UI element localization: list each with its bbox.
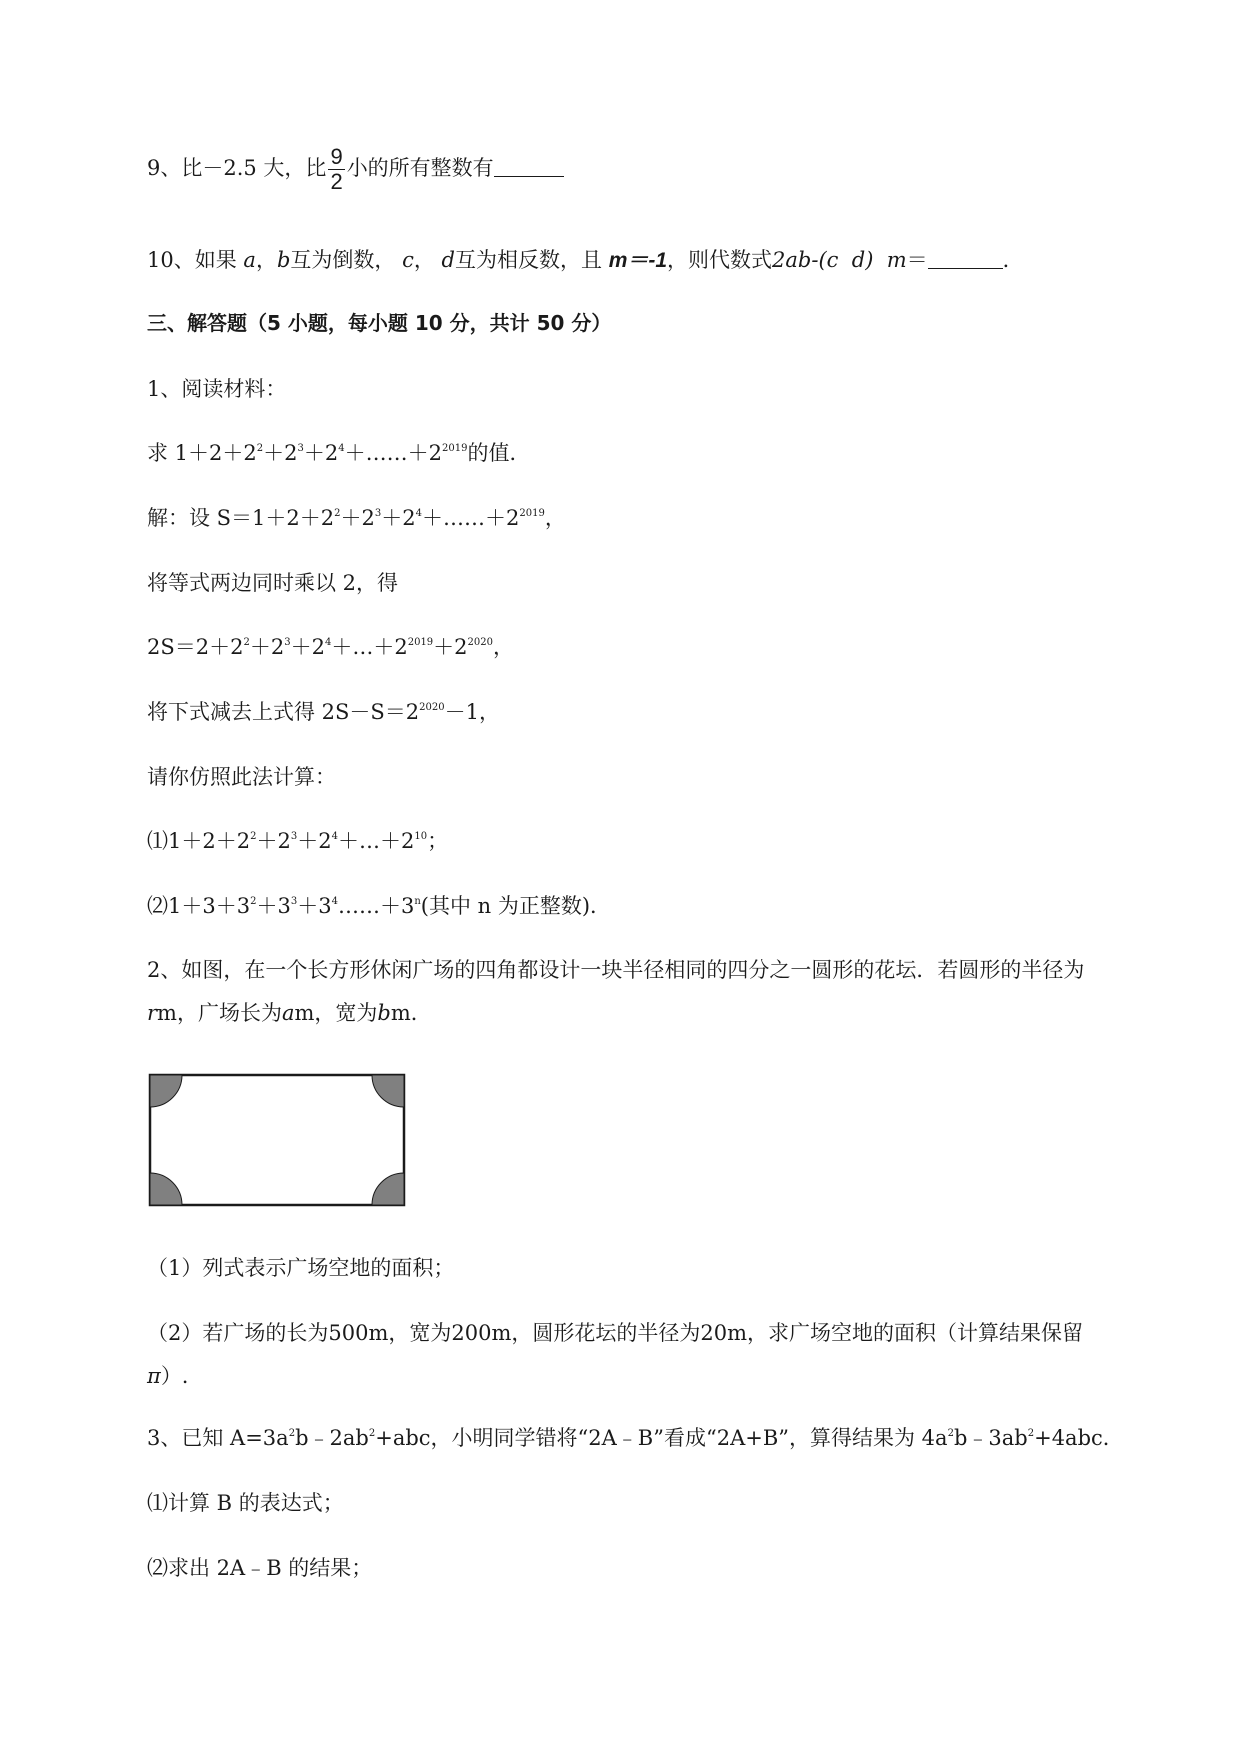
- var-r: r: [147, 1001, 158, 1025]
- problem-2-text-1: 2、如图，在一个长方形休闲广场的四角都设计一块半径相同的四分之一圆形的花坛．若圆形的半径为: [147, 958, 1085, 982]
- math-text: ＋2: [381, 506, 416, 530]
- math-text: ⑵1＋3＋3: [147, 894, 251, 918]
- math-text: ＋2: [297, 829, 332, 853]
- math-text: ＋2: [290, 635, 325, 659]
- math-text: ＋2: [340, 506, 375, 530]
- math-text: 求 1＋2＋2: [147, 441, 257, 465]
- problem-2-sub-1: （1）列式表示广场空地的面积；: [147, 1256, 455, 1280]
- problem-1-sub-2: [147, 891, 611, 921]
- q9-prefix: 9、比－2.5 大，比: [147, 156, 327, 180]
- math-text: ，: [544, 506, 566, 530]
- q10-prefix: 10、如果: [147, 248, 237, 272]
- problem-1-sub-1: [147, 826, 448, 856]
- var-d: d: [441, 248, 455, 272]
- math-text: ＋2: [263, 441, 298, 465]
- math-text: 3、已知 A=3a: [147, 1426, 289, 1450]
- exponent: 2: [288, 1428, 296, 1439]
- math-text: m，宽为: [294, 1001, 378, 1025]
- exponent: 3: [284, 637, 291, 648]
- problem-1-line-3: 将等式两边同时乘以 2，得: [147, 571, 399, 595]
- exponent: n: [414, 896, 421, 907]
- math-text: ＋2: [249, 635, 285, 659]
- exponent: 2: [947, 1428, 954, 1439]
- exponent: 2020: [419, 702, 445, 713]
- equals-sign: ＝: [906, 248, 928, 272]
- exponent: 3: [290, 896, 298, 907]
- problem-3-sub-1: ⑴计算 B 的表达式；: [147, 1491, 344, 1515]
- math-text: ……＋3: [337, 894, 415, 918]
- problem-2-sub-2-end: [147, 1361, 189, 1391]
- question-10: [147, 245, 1024, 276]
- var-b: b: [377, 1001, 391, 1025]
- math-text: ＋2: [433, 635, 468, 659]
- math-text: ＋2: [256, 829, 291, 853]
- q9-suffix: 小的所有整数有: [346, 156, 494, 180]
- math-text: ＋……＋2: [344, 441, 443, 465]
- q10-sep: ，: [413, 248, 435, 272]
- exponent: 10: [414, 831, 428, 842]
- exponent: 4: [331, 896, 338, 907]
- math-text: ＋3: [297, 894, 332, 918]
- q10-text: 互为相反数，且: [455, 248, 602, 272]
- plaza-diagram: [148, 1073, 406, 1207]
- problem-3-sub-2: ⑵求出 2A﹣B 的结果；: [147, 1556, 373, 1580]
- question-9: [147, 145, 564, 194]
- math-text: ；: [427, 829, 449, 853]
- q10-text: ，则代数式: [667, 248, 773, 272]
- fraction-denominator: 2: [330, 169, 343, 194]
- math-text: b﹣2ab: [295, 1426, 369, 1450]
- math-text: 2S＝2＋2: [147, 635, 244, 659]
- math-text: m．: [390, 1001, 432, 1025]
- section-heading: 三、解答题（5 小题，每小题 10 分，共计 50 分）: [147, 311, 612, 335]
- exponent: 4: [415, 508, 423, 519]
- exponent: 2: [1027, 1428, 1035, 1439]
- fraction-numerator: 9: [330, 144, 343, 169]
- exponent: 2: [243, 637, 250, 648]
- math-text: ＋2: [303, 441, 339, 465]
- math-text: ）.: [160, 1364, 189, 1388]
- q10-text: 互为倒数，: [290, 248, 396, 272]
- exponent: 2: [256, 443, 264, 454]
- math-text: ，: [493, 635, 514, 659]
- math-text: m，广场长为: [157, 1001, 282, 1025]
- problem-1-line-5: [147, 697, 500, 727]
- exponent: 4: [331, 831, 338, 842]
- problem-1-line-6: 请你仿照此法计算：: [147, 765, 336, 789]
- exponent: 2: [334, 508, 341, 519]
- pi-symbol: π: [147, 1364, 161, 1388]
- answer-blank: [928, 248, 1003, 269]
- var-a: a: [281, 1001, 295, 1025]
- exponent: 2019: [407, 637, 434, 648]
- exponent: 3: [297, 443, 304, 454]
- problem-1-label: 1、阅读材料：: [147, 377, 287, 401]
- math-text: b﹣3ab: [953, 1426, 1028, 1450]
- math-text: 的值．: [467, 441, 531, 465]
- exponent: 4: [324, 637, 332, 648]
- exponent: 2: [250, 831, 257, 842]
- algebraic-expression: 2ab-(c d) m: [772, 248, 907, 272]
- period: ．: [1002, 248, 1024, 272]
- math-text: +abc，小明同学错将“2A﹣B”看成“2A+B”，算得结果为 4a: [375, 1426, 948, 1450]
- problem-1-line-1: [147, 438, 530, 468]
- exponent: 2019: [519, 508, 545, 519]
- fraction-nine-halves: [328, 145, 344, 194]
- problem-1-line-4: [147, 632, 514, 662]
- math-text: 将下式减去上式得 2S－S＝2: [147, 700, 420, 724]
- var-b: b: [276, 248, 291, 272]
- math-text: ⑴1＋2＋2: [147, 829, 251, 853]
- plaza-rectangle: [150, 1075, 404, 1205]
- math-text: ＋……＋2: [422, 506, 520, 530]
- var-c: c: [402, 248, 414, 272]
- problem-2-sub-2: （2）若广场的长为500m，宽为200m，圆形花坛的半径为20m，求广场空地的面积（计算结果保留: [147, 1321, 1083, 1345]
- math-text: ＋3: [256, 894, 291, 918]
- q10-sep: ，: [255, 248, 277, 272]
- problem-3-text: [147, 1423, 1124, 1453]
- math-text: +4abc．: [1034, 1426, 1124, 1450]
- math-text: ＋…＋2: [331, 635, 408, 659]
- m-condition: m＝-1: [608, 249, 668, 272]
- math-text: －1，: [444, 700, 500, 724]
- exponent: 2: [368, 1428, 376, 1439]
- exponent: 2: [250, 896, 257, 907]
- answer-blank: [494, 156, 564, 177]
- math-text: (其中 n 为正整数)．: [420, 894, 612, 918]
- exponent: 2020: [467, 637, 493, 648]
- var-a: a: [243, 248, 256, 272]
- problem-1-line-2: [147, 503, 566, 533]
- problem-2-text-2: [147, 998, 432, 1028]
- exponent: 3: [290, 831, 298, 842]
- exponent: 4: [338, 443, 345, 454]
- exponent: 2019: [442, 443, 468, 454]
- math-text: ＋…＋2: [337, 829, 415, 853]
- math-text: 解：设 S＝1＋2＋2: [147, 506, 335, 530]
- exponent: 3: [374, 508, 382, 519]
